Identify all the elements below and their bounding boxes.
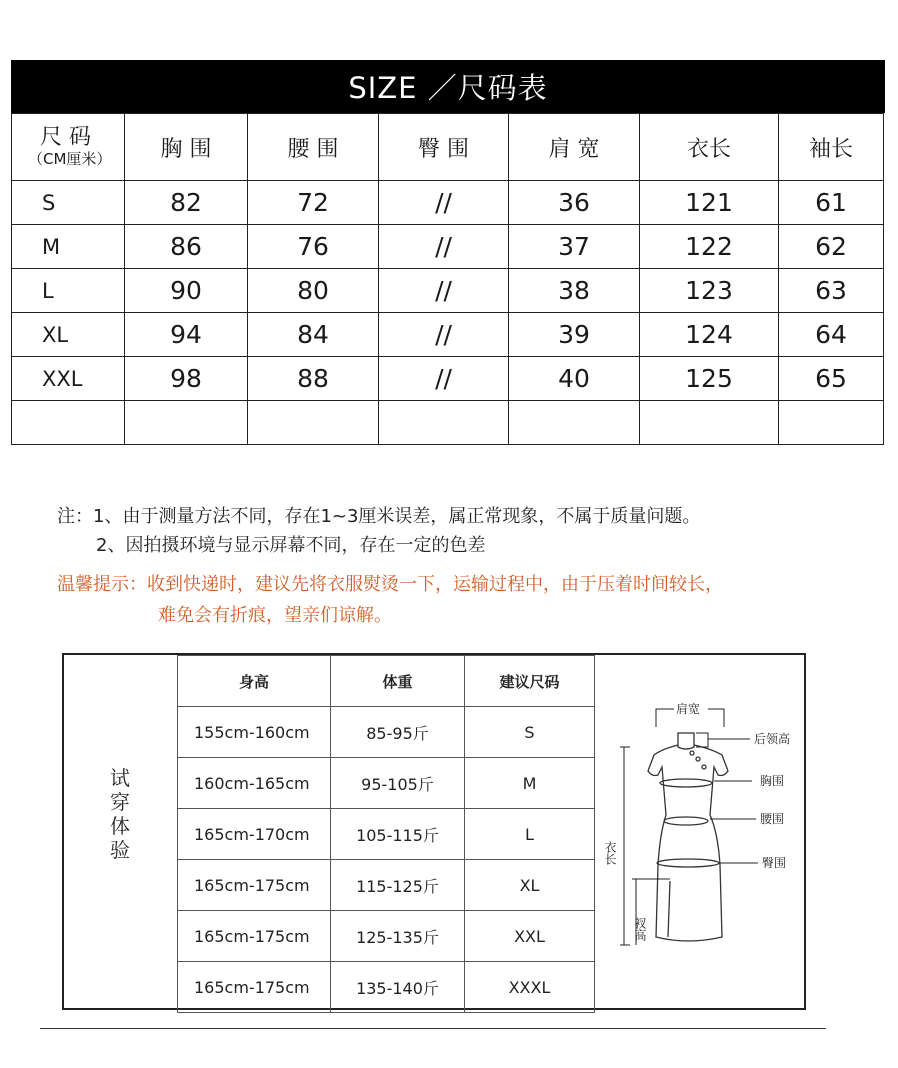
size-cell: M bbox=[12, 225, 125, 269]
height-cell: 165cm-170cm bbox=[178, 809, 331, 860]
value-cell: 37 bbox=[509, 225, 640, 269]
chest-label: 胸围 bbox=[760, 774, 785, 788]
weight-cell: 105-115斤 bbox=[331, 809, 465, 860]
column-header-hip: 臀 围 bbox=[379, 114, 509, 181]
column-header-height: 身高 bbox=[178, 656, 331, 707]
tip-line: 温馨提示：收到快递时，建议先将衣服熨烫一下，运输过程中，由于压着时间较长， bbox=[57, 574, 723, 595]
size-cell: S bbox=[465, 707, 595, 758]
value-cell: 121 bbox=[640, 181, 779, 225]
tryon-label-char: 试 bbox=[110, 766, 130, 790]
value-cell: 88 bbox=[248, 357, 379, 401]
value-cell: 124 bbox=[640, 313, 779, 357]
back-neck-bracket bbox=[696, 733, 708, 747]
shoulder-line bbox=[708, 709, 724, 727]
value-cell: 94 bbox=[125, 313, 248, 357]
waist-label: 腰围 bbox=[760, 812, 785, 826]
table-row bbox=[12, 269, 884, 313]
size-chart-header-row bbox=[12, 114, 884, 181]
table-row bbox=[12, 225, 884, 269]
value-cell: 86 bbox=[125, 225, 248, 269]
value-cell: 84 bbox=[248, 313, 379, 357]
value-cell: 64 bbox=[779, 313, 884, 357]
frog-button bbox=[702, 765, 706, 769]
size-cell: XXL bbox=[12, 357, 125, 401]
table-row bbox=[12, 357, 884, 401]
weight-cell: 135-140斤 bbox=[331, 962, 465, 1013]
value-cell: 123 bbox=[640, 269, 779, 313]
shoulder-label: 肩宽 bbox=[676, 702, 701, 716]
value-cell: 76 bbox=[248, 225, 379, 269]
size-cell: XL bbox=[12, 313, 125, 357]
value-cell: // bbox=[379, 357, 509, 401]
size-cell: S bbox=[12, 181, 125, 225]
table-row bbox=[178, 860, 595, 911]
note-line: 注：1、由于测量方法不同，存在1~3厘米误差，属正常现象，不属于质量问题。 bbox=[57, 506, 701, 527]
hip-label: 臀围 bbox=[762, 856, 787, 870]
height-cell: 165cm-175cm bbox=[178, 860, 331, 911]
shoulder-line bbox=[656, 709, 674, 727]
tryon-label-char: 体 bbox=[110, 814, 130, 838]
frog-button bbox=[690, 751, 694, 755]
value-cell: 90 bbox=[125, 269, 248, 313]
value-cell: 82 bbox=[125, 181, 248, 225]
table-row bbox=[178, 962, 595, 1013]
measurement-notes bbox=[57, 502, 700, 560]
column-header-sleeve: 袖长 bbox=[779, 114, 884, 181]
slit-label: 衩高 bbox=[633, 917, 647, 941]
hip-band bbox=[657, 859, 719, 867]
height-cell: 165cm-175cm bbox=[178, 911, 331, 962]
length-label: 衣长 bbox=[603, 841, 617, 865]
value-cell: 72 bbox=[248, 181, 379, 225]
frog-button bbox=[696, 757, 700, 761]
size-cell: XXXL bbox=[465, 962, 595, 1013]
tip-line: 难免会有折痕，望亲们谅解。 bbox=[158, 605, 392, 626]
table-row bbox=[178, 758, 595, 809]
height-cell: 165cm-175cm bbox=[178, 962, 331, 1013]
length-bracket bbox=[620, 747, 630, 945]
column-header-waist: 腰 围 bbox=[248, 114, 379, 181]
value-cell: 38 bbox=[509, 269, 640, 313]
tryon-header-row bbox=[178, 656, 595, 707]
size-cell: XL bbox=[465, 860, 595, 911]
waist-band bbox=[664, 817, 708, 825]
column-header-shoulder: 肩 宽 bbox=[509, 114, 640, 181]
value-cell: 36 bbox=[509, 181, 640, 225]
unit-label: （CM厘米） bbox=[28, 150, 112, 168]
height-cell: 155cm-160cm bbox=[178, 707, 331, 758]
value-cell: 39 bbox=[509, 313, 640, 357]
table-row bbox=[178, 707, 595, 758]
dress-measurement-figure bbox=[596, 655, 804, 1007]
tryon-table bbox=[177, 655, 595, 1013]
weight-cell: 125-135斤 bbox=[331, 911, 465, 962]
column-header-chest: 胸 围 bbox=[125, 114, 248, 181]
value-cell: 40 bbox=[509, 357, 640, 401]
value-cell: 61 bbox=[779, 181, 884, 225]
column-header-recommended-size: 建议尺码 bbox=[465, 656, 595, 707]
warm-tip bbox=[57, 569, 723, 631]
size-cell: L bbox=[12, 269, 125, 313]
empty-row bbox=[12, 401, 884, 445]
value-cell: 122 bbox=[640, 225, 779, 269]
size-cell: XXL bbox=[465, 911, 595, 962]
size-cell: L bbox=[465, 809, 595, 860]
column-header-length: 衣长 bbox=[640, 114, 779, 181]
value-cell: 63 bbox=[779, 269, 884, 313]
chest-band bbox=[660, 779, 712, 787]
table-row bbox=[178, 809, 595, 860]
table-row bbox=[178, 911, 595, 962]
note-line: 2、因拍摄环境与显示屏幕不同，存在一定的色差 bbox=[96, 535, 486, 556]
height-cell: 160cm-165cm bbox=[178, 758, 331, 809]
tryon-label-char: 穿 bbox=[110, 790, 130, 814]
collar-outline bbox=[678, 733, 694, 749]
weight-cell: 115-125斤 bbox=[331, 860, 465, 911]
tryon-label bbox=[104, 766, 136, 862]
value-cell: 62 bbox=[779, 225, 884, 269]
value-cell: 80 bbox=[248, 269, 379, 313]
value-cell: // bbox=[379, 313, 509, 357]
size-cell: M bbox=[465, 758, 595, 809]
tryon-label-char: 验 bbox=[110, 838, 130, 862]
table-row bbox=[12, 181, 884, 225]
value-cell: 98 bbox=[125, 357, 248, 401]
weight-cell: 85-95斤 bbox=[331, 707, 465, 758]
value-cell: 65 bbox=[779, 357, 884, 401]
size-header-label: 尺 码 bbox=[40, 125, 91, 150]
table-row bbox=[12, 313, 884, 357]
size-header-cell bbox=[12, 114, 125, 181]
bottom-divider bbox=[40, 1028, 826, 1029]
value-cell: // bbox=[379, 225, 509, 269]
value-cell: // bbox=[379, 269, 509, 313]
back-neck-label: 后领高 bbox=[754, 732, 791, 746]
value-cell: // bbox=[379, 181, 509, 225]
value-cell: 125 bbox=[640, 357, 779, 401]
size-chart-table bbox=[11, 113, 884, 445]
dress-outline bbox=[648, 745, 728, 941]
weight-cell: 95-105斤 bbox=[331, 758, 465, 809]
size-chart-title: SIZE ／尺码表 bbox=[11, 60, 885, 113]
slit-line bbox=[668, 881, 670, 937]
column-header-weight: 体重 bbox=[331, 656, 465, 707]
